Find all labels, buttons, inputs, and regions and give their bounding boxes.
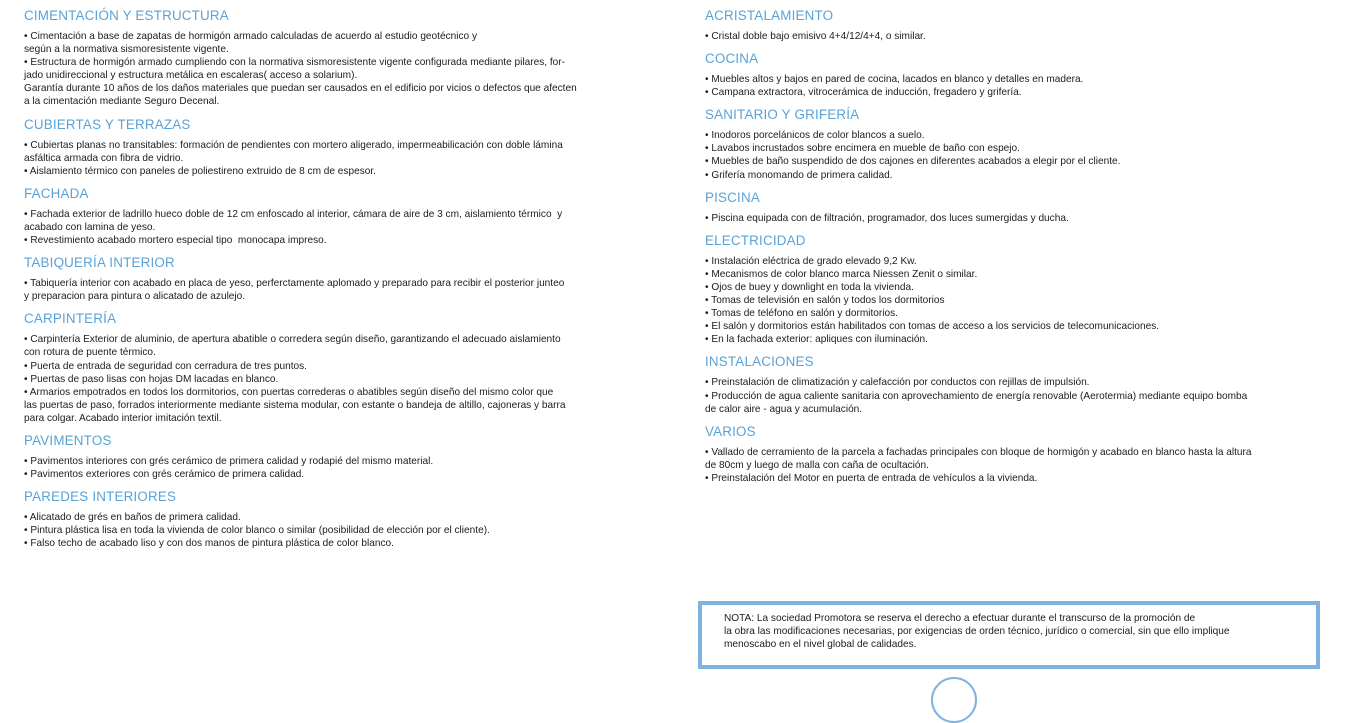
note-line: menoscabo en el nivel global de calidades.: [724, 639, 917, 651]
section-tabiqueria-interior: [24, 253, 656, 303]
text-line: según a la normativa sismoresistente vigente.: [24, 44, 229, 56]
section-fachada: [24, 184, 656, 247]
page-number-circle: [931, 677, 977, 723]
section-body: [705, 73, 1330, 99]
section-piscina: [705, 188, 1330, 225]
text-line: a la cimentación mediante Seguro Decenal.: [24, 96, 220, 108]
section-body: [24, 208, 656, 247]
text-line: de 80cm y luego de malla con caña de ocultación.: [705, 459, 929, 471]
section-body: [24, 333, 656, 425]
text-line: • En la fachada exterior: apliques con iluminación.: [705, 334, 928, 346]
text-line: asfáltica armada con fibra de vidrio.: [24, 152, 184, 164]
text-line: • Vallado de cerramiento de la parcela a fachadas principales con bloque de hormigón y acabado en blanco hasta la altura: [705, 446, 1252, 458]
right-column: [705, 6, 1330, 491]
note-line: NOTA: La sociedad Promotora se reserva el derecho a efectuar durante el transcurso de la promoción de: [724, 613, 1196, 624]
text-line: • Fachada exterior de ladrillo hueco doble de 12 cm enfoscado al interior, cámara de aire de 3 cm, aislamiento térmico y: [24, 208, 563, 220]
section-heading: FACHADA: [24, 185, 89, 201]
text-line: • Tomas de televisión en salón y todos los dormitorios: [705, 295, 945, 307]
section-heading: CUBIERTAS Y TERRAZAS: [24, 116, 191, 132]
text-line: • Preinstalación del Motor en puerta de entrada de vehículos a la vivienda.: [705, 472, 1038, 484]
text-line: • Cristal doble bajo emisivo 4+4/12/4+4, o similar.: [705, 31, 926, 42]
text-line: • Armarios empotrados en todos los dormitorios, con puertas correderas o abatibles según diseño del mismo color que: [24, 386, 554, 398]
section-heading: ACRISTALAMIENTO: [705, 8, 834, 23]
section-body: [24, 30, 656, 109]
text-line: acabado con lamina de yeso.: [24, 221, 156, 233]
text-line: para colgar. Acabado interior imitación textil.: [24, 412, 222, 424]
section-pavimentos: [24, 431, 656, 481]
section-instalaciones: [705, 352, 1330, 415]
section-body: [705, 376, 1330, 415]
text-line: • Cubiertas planas no transitables: formación de pendientes con mortero aligerado, impermeabilicación con doble lámina: [24, 139, 563, 151]
section-heading: TABIQUERÍA INTERIOR: [24, 255, 175, 271]
text-line: • Revestimiento acabado mortero especial tipo monocapa impreso.: [24, 235, 327, 247]
section-electricidad: [705, 231, 1330, 347]
text-line: • Aislamiento térmico con paneles de poliestireno extruido de 8 cm de espesor.: [24, 165, 376, 177]
section-heading: ELECTRICIDAD: [705, 232, 806, 248]
text-line: Garantía durante 10 años de los daños materiales que puedan ser causados en el edificio por vicios o defectos que afecten: [24, 83, 577, 95]
section-heading: COCINA: [705, 51, 759, 67]
section-body: [24, 455, 656, 481]
text-line: • El salón y dormitorios están habilitados con tomas de acceso a los servicios de telecomunicaciones.: [705, 321, 1160, 333]
text-line: • Grifería monomando de primera calidad.: [705, 169, 893, 181]
section-heading: PAVIMENTOS: [24, 432, 112, 448]
text-line: • Campana extractora, vitrocerámica de inducción, fregadero y grifería.: [705, 87, 1022, 99]
text-line: • Producción de agua caliente sanitaria con aprovechamiento de energía renovable (Aerotermia) mediante equipo bomba: [705, 390, 1248, 402]
section-heading: INSTALACIONES: [705, 354, 814, 370]
text-line: • Preinstalación de climatización y calefacción por conductos con rejillas de impulsión.: [705, 377, 1090, 389]
text-line: • Carpintería Exterior de aluminio, de apertura abatible o corredera según diseño, garantizando el adecuado aislamiento: [24, 334, 561, 346]
section-body: [705, 129, 1330, 181]
text-line: jado unidireccional y estructura metálica en escaleras( acceso a solarium).: [24, 70, 358, 82]
section-cubiertas-y-terrazas: [24, 115, 656, 178]
text-line: de calor aire - agua y acumulación.: [705, 403, 863, 415]
section-carpinteria: [24, 309, 656, 425]
section-acristalamiento: [705, 6, 1330, 43]
text-line: • Estructura de hormigón armado cumpliendo con la normativa sismoresistente vigente configurada mediante pilares, for-: [24, 57, 566, 69]
text-line: • Pintura plástica lisa en toda la vivienda de color blanco o similar (posibilidad de elección por el cliente).: [24, 525, 490, 537]
text-line: • Mecanismos de color blanco marca Niessen Zenit o similar.: [705, 268, 978, 280]
section-sanitario-y-griferia: [705, 105, 1330, 181]
text-line: • Puertas de paso lisas con hojas DM lacadas en blanco.: [24, 373, 279, 385]
section-body: [24, 139, 656, 178]
left-column: [24, 6, 656, 556]
section-body: [705, 30, 1330, 43]
section-body: [705, 255, 1330, 347]
section-cocina: [705, 49, 1330, 99]
section-body: [24, 511, 656, 550]
text-line: y preparacion para pintura o alicatado de azulejo.: [24, 291, 246, 303]
section-paredes-interiores: [24, 487, 656, 550]
section-varios: [705, 422, 1330, 485]
text-line: • Tabiquería interior con acabado en placa de yeso, perferctamente aplomado y preparado para recibir el posterior junteo: [24, 278, 565, 290]
note-line: la obra las modificaciones necesarias, por exigencias de orden técnico, jurídico o comercial, sin que ello implique: [724, 626, 1230, 638]
section-heading: CARPINTERÍA: [24, 311, 117, 327]
section-heading: CIMENTACIÓN Y ESTRUCTURA: [24, 8, 229, 23]
text-line: • Alicatado de grés en baños de primera calidad.: [24, 512, 241, 524]
text-line: con rotura de puente térmico.: [24, 347, 156, 359]
text-line: • Instalación eléctrica de grado elevado 9,2 Kw.: [705, 255, 917, 267]
note-box: [698, 601, 1320, 669]
text-line: • Pavimentos interiores con grés cerámico de primera calidad y rodapié del mismo material.: [24, 455, 434, 467]
section-body: [705, 212, 1330, 225]
text-line: • Inodoros porcelánicos de color blancos a suelo.: [705, 130, 925, 142]
section-body: [705, 446, 1330, 485]
text-line: • Lavabos incrustados sobre encimera en mueble de baño con espejo.: [705, 143, 1020, 155]
section-heading: SANITARIO Y GRIFERÍA: [705, 107, 860, 123]
section-heading: PAREDES INTERIORES: [24, 489, 177, 505]
text-line: • Pavimentos exteriores con grés cerámico de primera calidad.: [24, 469, 305, 481]
text-line: • Muebles de baño suspendido de dos cajones en diferentes acabados a elegir por el cliente.: [705, 156, 1121, 168]
text-line: • Piscina equipada con de filtración, programador, dos luces sumergidas y ducha.: [705, 212, 1069, 224]
text-line: las puertas de paso, forrados interiormente mediante sistema modular, con estante o bandeja de altillo, cajoneras y barra: [24, 399, 566, 411]
text-line: • Muebles altos y bajos en pared de cocina, lacados en blanco y detalles en madera.: [705, 74, 1084, 86]
section-cimentacion-y-estructura: [24, 6, 656, 109]
text-line: • Falso techo de acabado liso y con dos manos de pintura plástica de color blanco.: [24, 538, 394, 550]
text-line: • Tomas de teléfono en salón y dormitorios.: [705, 308, 898, 320]
section-body: [24, 277, 656, 303]
text-line: • Cimentación a base de zapatas de hormigón armado calculadas de acuerdo al estudio geotécnico y: [24, 31, 477, 42]
section-heading: PISCINA: [705, 189, 760, 205]
text-line: • Ojos de buey y downlight en toda la vivienda.: [705, 281, 914, 293]
section-heading: VARIOS: [705, 423, 756, 439]
text-line: • Puerta de entrada de seguridad con cerradura de tres puntos.: [24, 360, 307, 372]
